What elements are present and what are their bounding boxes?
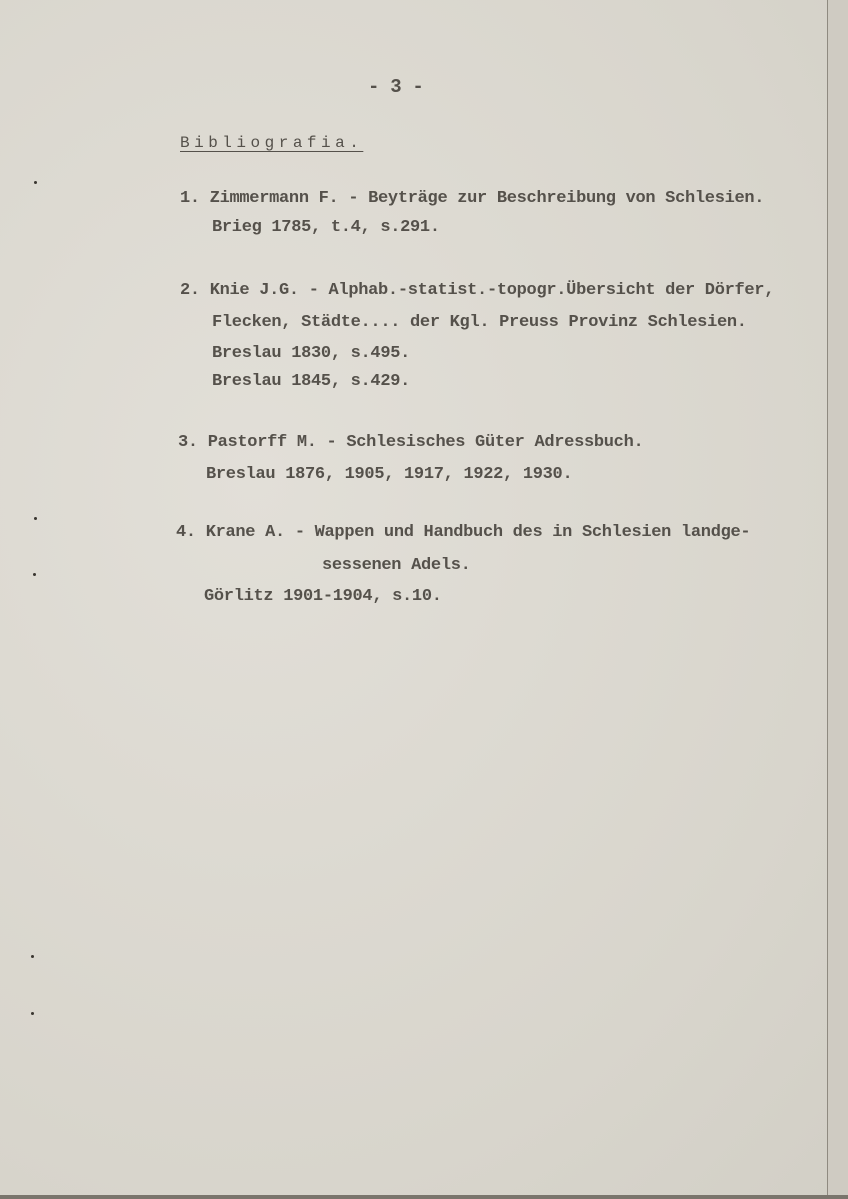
page-title: Bibliografia. <box>180 134 364 152</box>
entry-4-line-2: sessenen Adels. <box>322 556 471 575</box>
punch-mark <box>33 573 36 576</box>
page-bottom-border <box>0 1195 848 1199</box>
punch-mark <box>34 517 37 520</box>
entry-2-line-4: Breslau 1845, s.429. <box>212 372 411 391</box>
punch-mark <box>34 181 37 184</box>
entry-4-line-1: 4. Krane A. - Wappen und Handbuch des in Schlesien landge- <box>176 523 751 542</box>
page-edge <box>827 0 848 1199</box>
page-number: - 3 - <box>368 76 424 98</box>
entry-2-line-3: Breslau 1830, s.495. <box>212 344 411 363</box>
entry-4-line-3: Görlitz 1901-1904, s.10. <box>204 587 442 606</box>
punch-mark <box>31 1012 34 1015</box>
entry-2-line-2: Flecken, Städte.... der Kgl. Preuss Provinz Schlesien. <box>212 313 747 332</box>
entry-3-line-1: 3. Pastorff M. - Schlesisches Güter Adressbuch. <box>178 433 644 452</box>
entry-3-line-2: Breslau 1876, 1905, 1917, 1922, 1930. <box>206 465 573 484</box>
entry-2-line-1: 2. Knie J.G. - Alphab.-statist.-topogr.Übersicht der Dörfer, <box>180 281 775 300</box>
entry-1-line-2: Brieg 1785, t.4, s.291. <box>212 218 440 237</box>
entry-1-line-1: 1. Zimmermann F. - Beyträge zur Beschreibung von Schlesien. <box>180 189 765 208</box>
punch-mark <box>31 955 34 958</box>
